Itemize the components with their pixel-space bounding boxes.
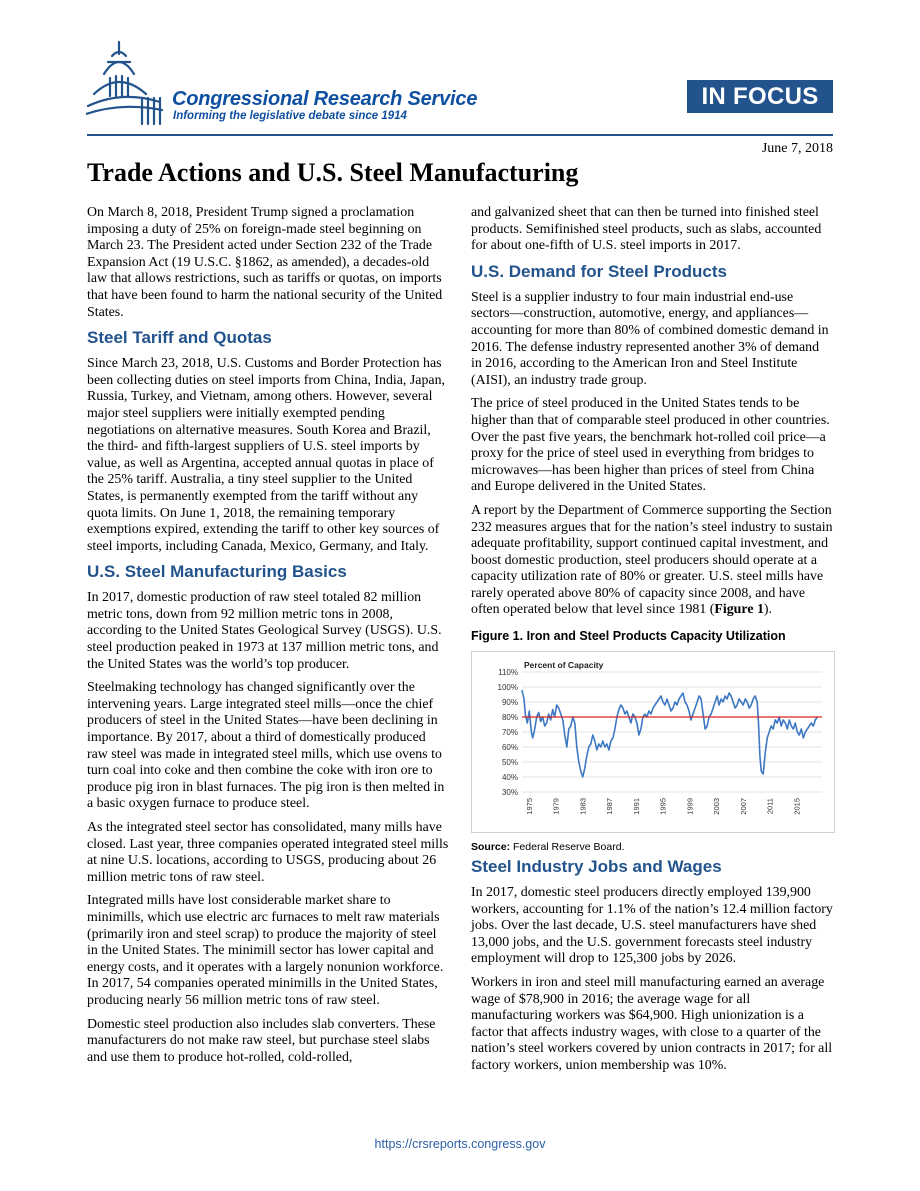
x-tick-label: 1983 [578, 798, 588, 815]
x-tick-label: 2007 [738, 798, 748, 815]
x-tick-label: 2015 [792, 798, 802, 815]
page-title: Trade Actions and U.S. Steel Manufacturing [87, 158, 579, 187]
paragraph [471, 503, 833, 619]
paragraph: Steelmaking technology has changed significantly over the intervening years. Large integrated steel mills—once the chief producers of steel in the United States—have been declining in importance. By 2017, about a third of domestically produced raw steel was made in integrated steel mills, which use ovens to turn coal into coke and then combine the coke with iron ore to produce pig iron in blast furnaces. The pig iron is then melted in a basic oxygen furnace to produce steel. [87, 680, 445, 812]
section-heading-steel-tariff: Steel Tariff and Quotas [87, 328, 272, 348]
paragraph-text: A report by the Department of Commerce supporting the Section 232 measures argues that for the nation’s steel industry to sustain adequate profitability, support continued capital investment, and boost domestic production, steel producers should operate at a capacity utilization rate of 80% or greater. U.S. steel mills have rarely operated above 80% of capacity since 2008, and have often operated below that level since 1981 ( [471, 502, 833, 618]
paragraph: Since March 23, 2018, U.S. Customs and Border Protection has been collecting duties on steel imports from China, India, Japan, Russia, Turkey, and Vietnam, among others. However, several major steel suppliers were initially exempted pending negotiations on alternative measures. South Korea and Brazil, the third- and fifth-largest suppliers of U.S. steel imports by value, as well as Argentina, accepted annual quotas in place of the 25% tariff. Australia, a tiny steel supplier to the United States, is permanently exempted from the tariff without any quota limits. On June 1, 2018, the remaining temporary exemptions expired, extending the tariff to other key sources of steel imports, including Canada, Mexico, Germany, and Italy. [87, 356, 445, 554]
y-tick-label: 30% [501, 788, 518, 798]
paragraph: As the integrated steel sector has consolidated, many mills have closed. Last year, three companies operated integrated steel mills at nine U.S. locations, according to USGS, producing about 26 million metric tons of raw steel. [87, 820, 449, 885]
x-tick-label: 1979 [551, 798, 561, 815]
y-tick-label: 110% [498, 668, 518, 678]
figure-source [471, 841, 833, 853]
y-tick-label: 90% [501, 698, 518, 708]
paragraph: Steel is a supplier industry to four main industrial end-use sectors—construction, automotive, energy, and appliances—accounting for more than 80% of combined domestic demand in 2016. The defense industry represented another 3% of demand in 2016, according to the American Iron and Steel Institute (AISI), an industry trade group. [471, 289, 829, 388]
paragraph: In 2017, domestic production of raw steel totaled 82 million metric tons, down from 92 million metric tons in 2008, according to the United States Geological Survey (USGS). U.S. steel production peaked in 1973 at 137 million metric tons, and the United States was the world’s top producer. [87, 590, 442, 672]
header-rule [87, 134, 833, 136]
y-tick-label: 70% [501, 728, 518, 738]
paragraph: Workers in iron and steel mill manufacturing earned an average wage of $78,900 in 2016; the average wage for all manufacturing workers was $64,900. High unionization is a factor that affects industry wages, with close to a quarter of the nation’s steel workers covered by union contracts in 2017; for all factory workers, union membership was 10%. [471, 975, 833, 1073]
section-heading-jobs-wages: Steel Industry Jobs and Wages [471, 857, 722, 877]
capacity-utilization-chart [471, 651, 835, 833]
x-tick-label: 1995 [658, 798, 668, 815]
page-header [0, 0, 920, 140]
left-column [87, 205, 449, 1073]
y-tick-label: 60% [501, 743, 518, 753]
in-focus-badge: IN FOCUS [687, 80, 833, 113]
figure-caption: Figure 1. Iron and Steel Products Capacity Utilization [471, 629, 786, 644]
org-tagline: Informing the legislative debate since 1914 [173, 110, 407, 122]
series-line [522, 690, 817, 777]
x-tick-label: 2003 [712, 798, 722, 815]
y-tick-label: 100% [497, 683, 518, 693]
x-tick-label: 1987 [605, 798, 615, 815]
y-tick-label: 40% [501, 773, 518, 783]
paragraph-text: ). [763, 602, 773, 618]
figure-reference: Figure 1 [714, 602, 764, 618]
paragraph: and galvanized sheet that can then be turned into finished steel products. Semifinished steel products, such as slabs, accounted for about one-fifth of U.S. steel imports in 2017. [471, 205, 822, 254]
source-label: Source: [471, 841, 511, 854]
right-column [471, 205, 833, 1082]
section-heading-demand: U.S. Demand for Steel Products [471, 261, 727, 281]
x-tick-label: 1991 [631, 798, 641, 815]
x-tick-label: 1999 [685, 798, 695, 815]
paragraph: The price of steel produced in the United States tends to be higher than that of comparable steel produced in other countries. Over the past five years, the benchmark hot-rolled coil price—a proxy for the price of steel used in everything from bridges to microwaves—has been higher than prices of steel from China and Europe delivered in the United States. [471, 396, 830, 495]
paragraph: In 2017, domestic steel producers directly employed 139,900 workers, accounting for 1.1% of the nation’s 12.4 million factory jobs. Over the last decade, U.S. steel manufacturers have shed 13,000 jobs, and the U.S. government forecasts steel industry employment will drop to 125,300 jobs by 2026. [471, 885, 833, 967]
y-tick-label: 50% [501, 758, 518, 768]
paragraph: Domestic steel production also includes slab converters. These manufacturers do not make raw steel, but purchase steel slabs and use them to produce hot-rolled, cold-rolled, [87, 1016, 436, 1065]
section-heading-manufacturing-basics: U.S. Steel Manufacturing Basics [87, 562, 347, 582]
x-tick-label: 1975 [525, 798, 535, 815]
capitol-dome-icon [86, 40, 166, 128]
chart-svg [472, 652, 834, 832]
publication-date: June 7, 2018 [761, 141, 833, 156]
chart-title: Percent of Capacity [524, 660, 604, 671]
paragraph: Integrated mills have lost considerable market share to minimills, which use electric arc furnaces to melt raw materials (primarily iron and steel scrap) to produce the majority of steel in the United States. The minimill sector has lower capital and energy costs, and it operates with a largely nonunion workforce. In 2017, 54 companies operated minimills in the United States, producing nearly 56 million metric tons of raw steel. [87, 893, 444, 1008]
y-tick-label: 80% [501, 713, 518, 723]
source-text: Federal Reserve Board. [510, 841, 625, 854]
footer-url-link[interactable]: https://crsreports.congress.gov [374, 1137, 546, 1151]
paragraph: On March 8, 2018, President Trump signed a proclamation imposing a duty of 25% on foreign-made steel beginning on March 23. The President acted under Section 232 of the Trade Expansion Act (19 U.S.C. §1862, as amended), a decades-old law that allows restrictions, such as tariffs or quotas, on imports that have been found to harm the national security of the United States. [87, 205, 443, 320]
org-name: Congressional Research Service [172, 88, 478, 110]
x-tick-label: 2011 [765, 798, 775, 815]
